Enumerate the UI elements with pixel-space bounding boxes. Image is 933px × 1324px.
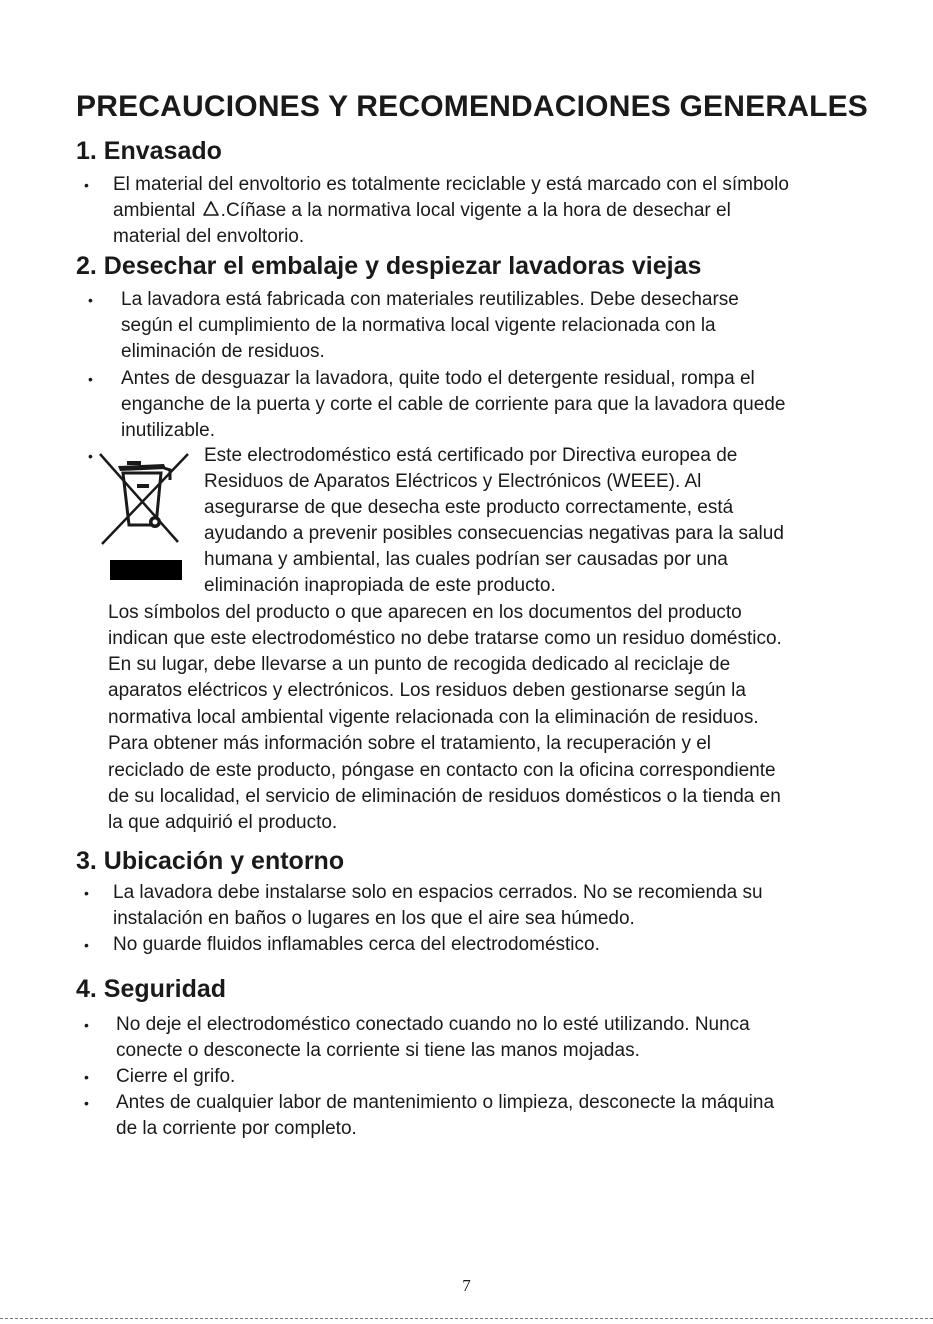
- list-item-line: No deje el electrodoméstico conectado cuando no lo esté utilizando. Nunca: [116, 1014, 750, 1035]
- list-item-line: conecte o desconecte la corriente si tiene las manos mojadas.: [116, 1040, 640, 1061]
- list-item-line: de la corriente por completo.: [116, 1118, 357, 1139]
- list-item-text: .Cíñase a la normativa local vigente a la hora de desechar el: [220, 200, 731, 221]
- list-item-line: ayudando a prevenir posibles consecuencias negativas para la salud: [204, 523, 784, 544]
- list-item-line: inutilizable.: [121, 420, 215, 441]
- section-heading-ubicacion: 3. Ubicación y entorno: [76, 847, 345, 875]
- page-number: 7: [462, 1276, 471, 1295]
- section-heading-desechar: 2. Desechar el embalaje y despiezar lavadoras viejas: [76, 252, 702, 280]
- paragraph-line: de su localidad, el servicio de eliminación de residuos domésticos o la tienda en: [108, 786, 781, 807]
- list-item-line: La lavadora está fabricada con materiales reutilizables. Debe desecharse: [121, 289, 739, 310]
- list-item-line: [113, 198, 731, 226]
- list-item-line: El material del envoltorio es totalmente reciclable y está marcado con el símbolo: [113, 174, 789, 195]
- paragraph-line: reciclado de este producto, póngase en contacto con la oficina correspondiente: [108, 760, 776, 781]
- paragraph-line: Los símbolos del producto o que aparecen en los documentos del producto: [108, 602, 742, 623]
- page-title: PRECAUCIONES Y RECOMENDACIONES GENERALES: [76, 90, 869, 123]
- paragraph-line: aparatos eléctricos y electrónicos. Los residuos deben gestionarse según la: [108, 680, 746, 701]
- list-item-line: eliminación inapropiada de este producto.: [204, 575, 556, 596]
- bullet-marker: •: [84, 885, 89, 901]
- bullet-marker: •: [84, 1017, 89, 1033]
- list-item-line: Antes de desguazar la lavadora, quite todo el detergente residual, rompa el: [121, 368, 755, 389]
- list-item-line: según el cumplimiento de la normativa local vigente relacionada con la: [121, 315, 716, 336]
- paragraph-line: indican que este electrodoméstico no debe tratarse como un residuo doméstico.: [108, 628, 782, 649]
- list-item-line: asegurarse de que desecha este producto correctamente, está: [204, 497, 734, 518]
- list-item-line: humana y ambiental, las cuales podrían ser causadas por una: [204, 549, 728, 570]
- paragraph-line: normativa local ambiental vigente relacionada con la eliminación de residuos.: [108, 707, 759, 728]
- paragraph-line: Para obtener más información sobre el tratamiento, la recuperación y el: [108, 733, 712, 754]
- bullet-marker: •: [84, 1069, 89, 1085]
- list-item-line: Antes de cualquier labor de mantenimiento o limpieza, desconecte la máquina: [116, 1092, 775, 1113]
- weee-crossed-bin-icon: [98, 450, 192, 590]
- page-edge-divider: [0, 1318, 933, 1319]
- bullet-marker: •: [88, 292, 93, 308]
- paragraph-line: En su lugar, debe llevarse a un punto de recogida dedicado al reciclaje de: [108, 654, 731, 675]
- bullet-marker: •: [84, 1095, 89, 1111]
- list-item-line: Cierre el grifo.: [116, 1066, 236, 1087]
- bullet-marker: •: [88, 371, 93, 387]
- list-item-line: La lavadora debe instalarse solo en espacios cerrados. No se recomienda su: [113, 882, 763, 903]
- list-item-line: enganche de la puerta y corte el cable de corriente para que la lavadora quede: [121, 394, 786, 415]
- list-item-line: material del envoltorio.: [113, 226, 305, 247]
- recycle-icon: [201, 200, 221, 226]
- list-item-line: No guarde fluidos inflamables cerca del electrodoméstico.: [113, 934, 600, 955]
- list-item-line: eliminación de residuos.: [121, 341, 325, 362]
- list-item-line: Este electrodoméstico está certificado por Directiva europea de: [204, 445, 738, 466]
- bullet-marker: •: [88, 448, 93, 464]
- list-item-line: Residuos de Aparatos Eléctricos y Electrónicos (WEEE). Al: [204, 471, 702, 492]
- section-heading-envasado: 1. Envasado: [76, 137, 222, 165]
- paragraph-line: la que adquirió el producto.: [108, 812, 338, 833]
- bullet-marker: •: [84, 937, 89, 953]
- list-item-line: instalación en baños o lugares en los que el aire sea húmedo.: [113, 908, 635, 929]
- bullet-marker: •: [84, 177, 89, 193]
- section-heading-seguridad: 4. Seguridad: [76, 975, 227, 1003]
- list-item-text: ambiental: [113, 200, 196, 221]
